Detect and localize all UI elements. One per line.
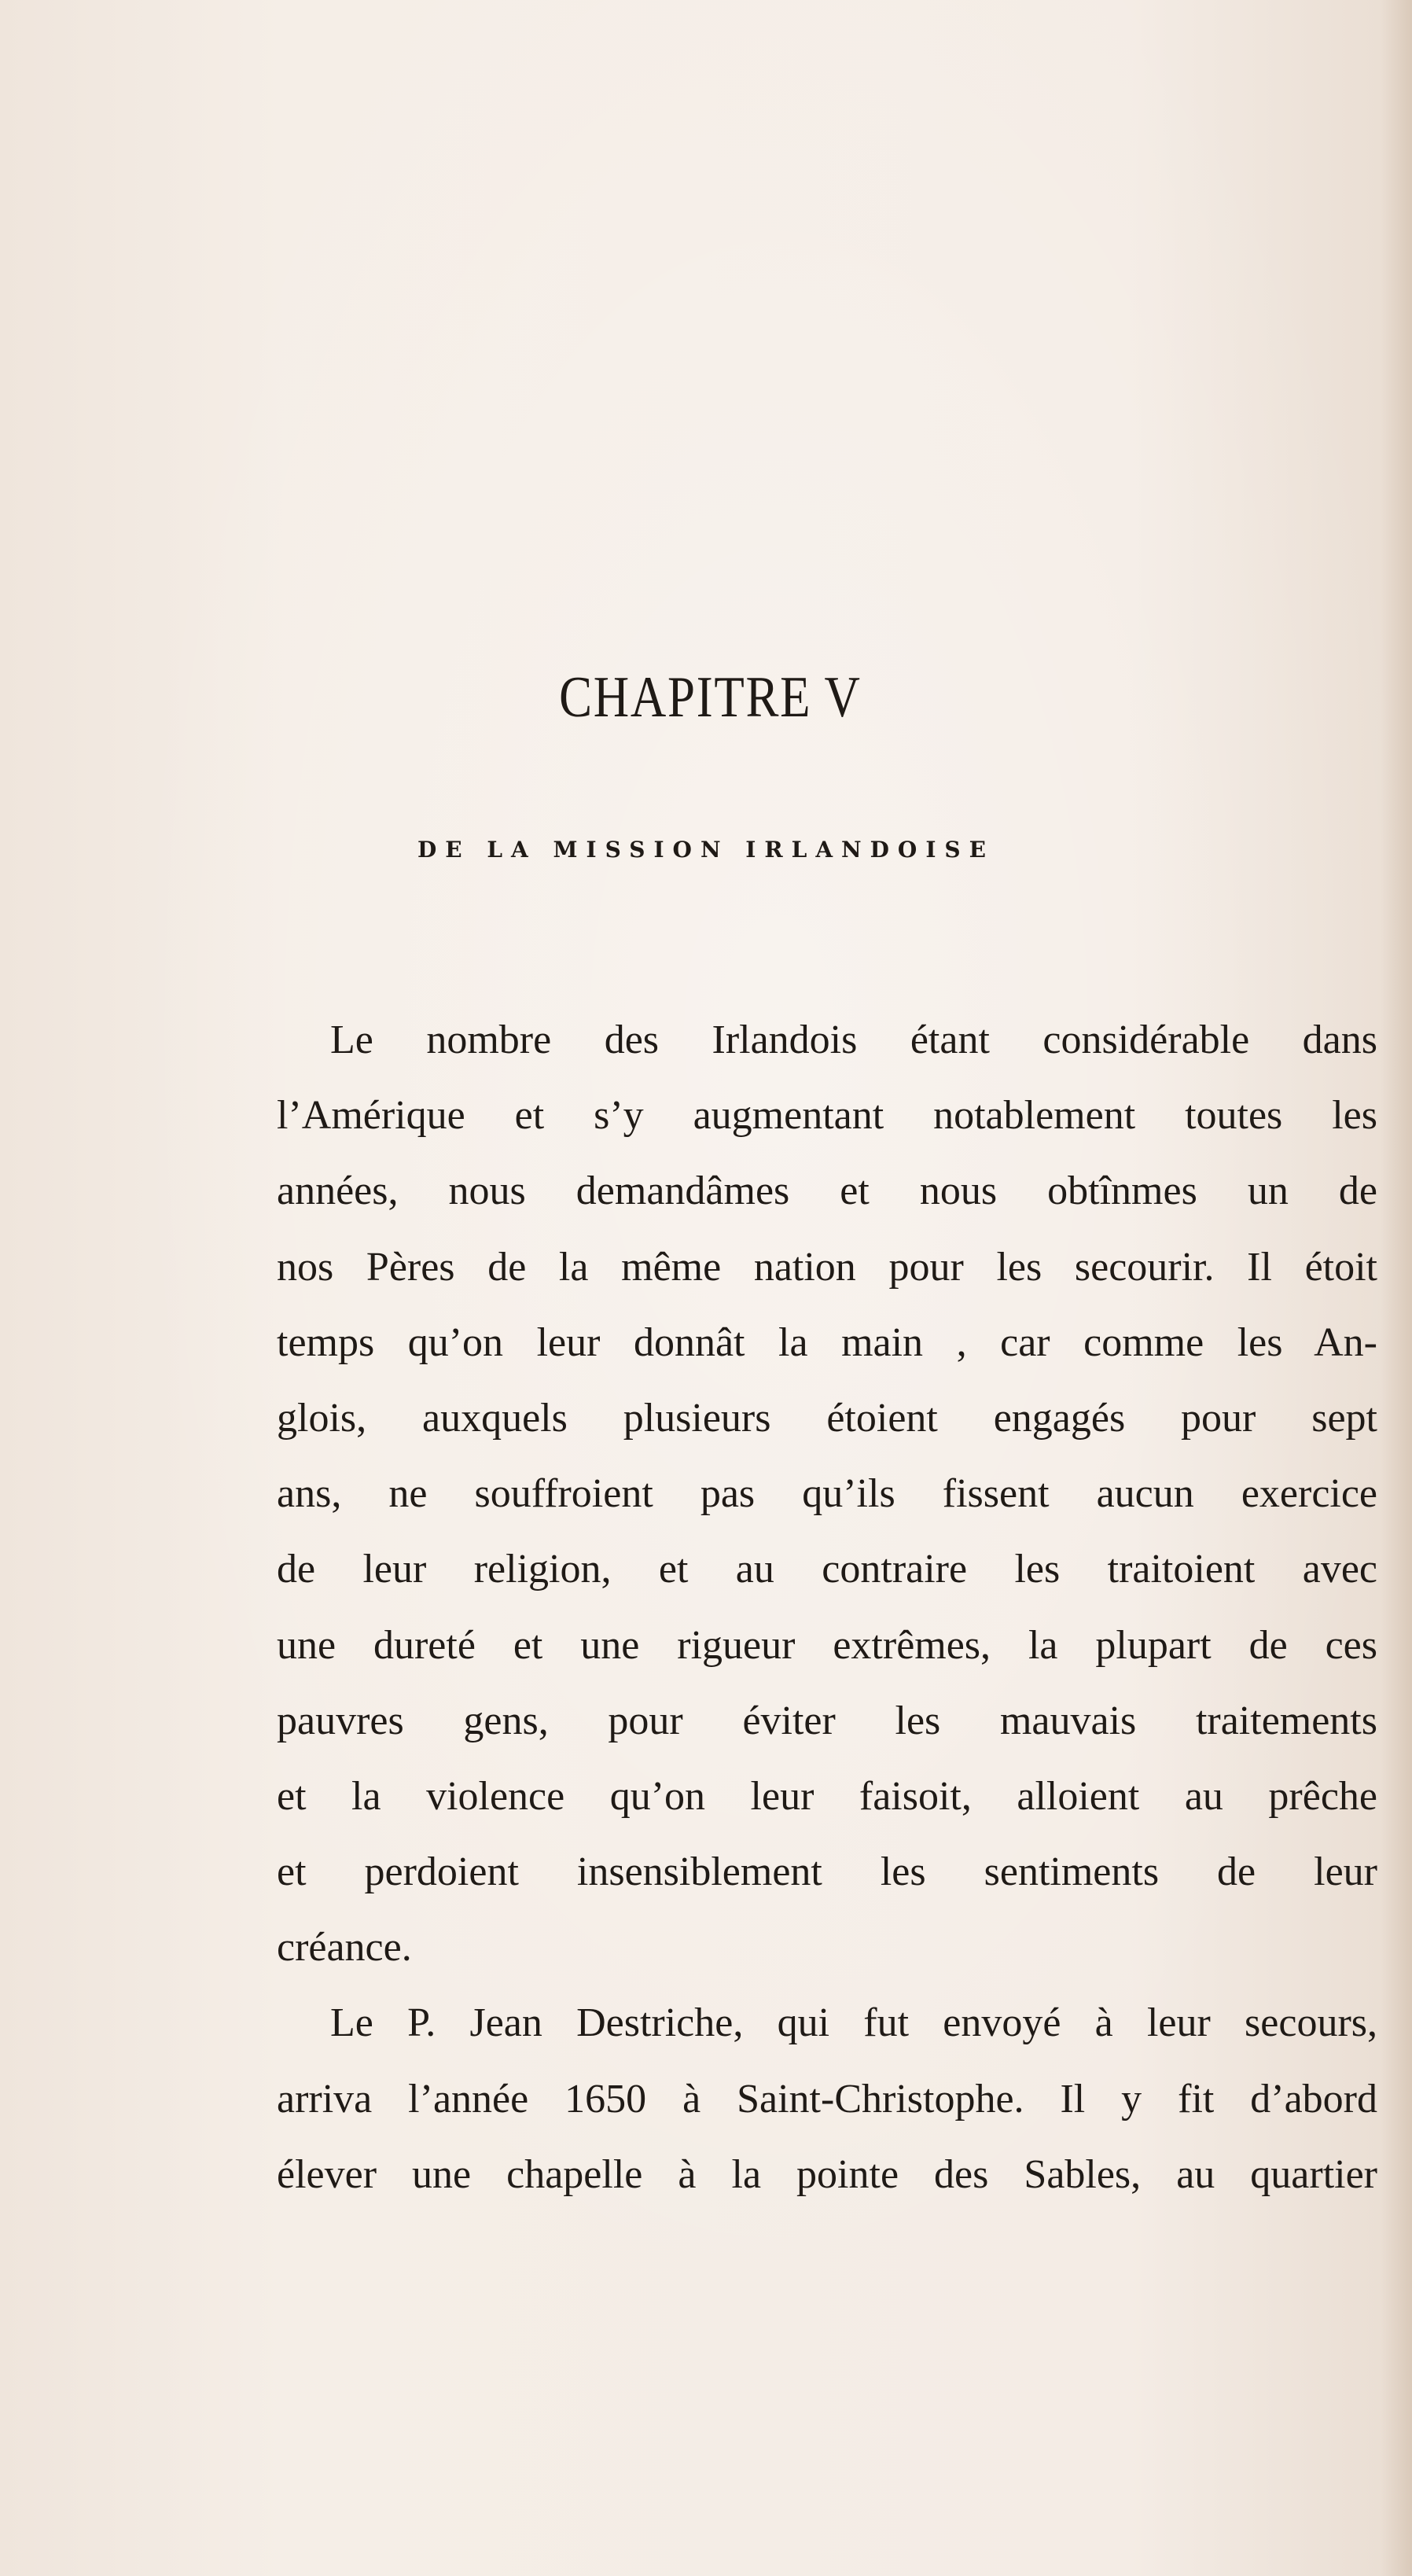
chapter-title: CHAPITRE V bbox=[559, 665, 862, 730]
text-line: glois, auxquels plusieurs étoient engagés pour sept bbox=[277, 1395, 1377, 1441]
text-line: pauvres gens, pour éviter les mauvais traitements bbox=[277, 1698, 1377, 1743]
text-line: l’Amérique et s’y augmentant notablement toutes les bbox=[277, 1093, 1377, 1139]
text-line: années, nous demandâmes et nous obtînmes un de bbox=[277, 1168, 1377, 1214]
text-line: élever une chapelle à la pointe des Sables, au quartier bbox=[277, 2151, 1377, 2197]
text-line: Le P. Jean Destriche, qui fut envoyé à leur secours, bbox=[330, 2000, 1377, 2046]
text-line: arriva l’année 1650 à Saint-Christophe. Il y fit d’abord bbox=[277, 2076, 1377, 2122]
chapter-subtitle: DE LA MISSION IRLANDOISE bbox=[417, 837, 995, 863]
text-line: Le nombre des Irlandois étant considérable dans bbox=[330, 1018, 1377, 1062]
text-line: nos Pères de la même nation pour les secourir. Il étoit bbox=[277, 1244, 1377, 1290]
paragraph-2 bbox=[277, 1985, 1377, 2213]
page-edge-shading bbox=[1381, 0, 1412, 2576]
text-line: temps qu’on leur donnât la main , car comme les An- bbox=[277, 1319, 1377, 1365]
text-line: créance. bbox=[277, 1925, 412, 1971]
text-line: et la violence qu’on leur faisoit, alloient au prêche bbox=[277, 1773, 1377, 1819]
text-line: ans, ne souffroient pas qu’ils fissent aucun exercice bbox=[277, 1471, 1377, 1517]
text-line: une dureté et une rigueur extrêmes, la plupart de ces bbox=[277, 1622, 1377, 1668]
text-line: et perdoient insensiblement les sentiments de leur bbox=[277, 1849, 1377, 1895]
body-text bbox=[277, 1003, 1377, 2213]
text-line: de leur religion, et au contraire les traitoient avec bbox=[277, 1547, 1377, 1592]
paragraph-1 bbox=[277, 1003, 1377, 1985]
